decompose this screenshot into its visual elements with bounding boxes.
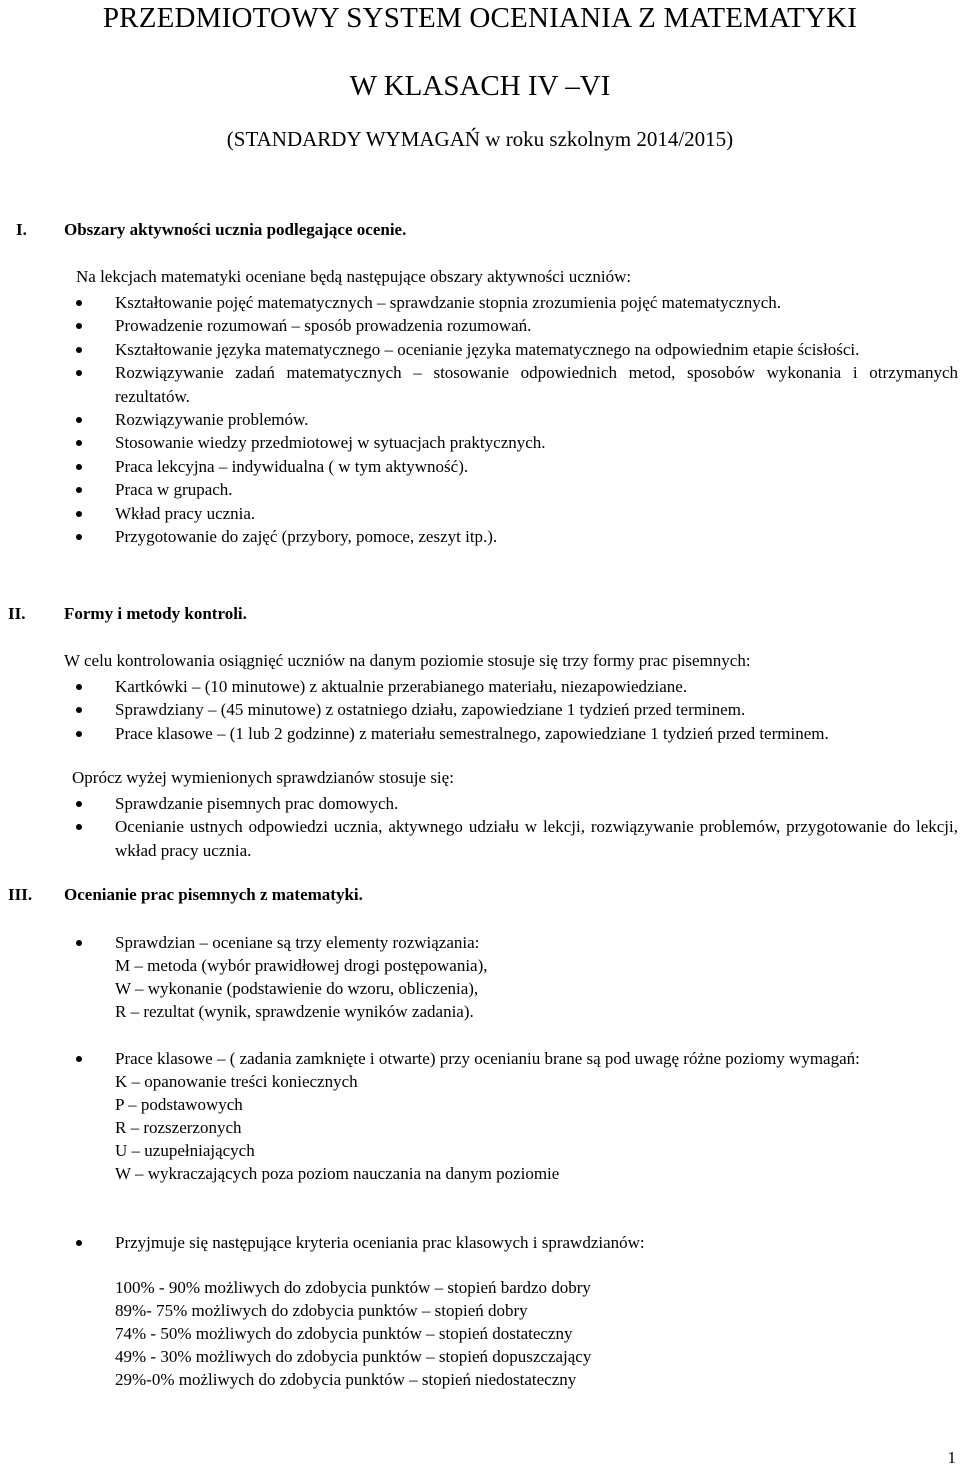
section-1-number: I.	[16, 220, 27, 239]
bullet-icon	[76, 370, 82, 376]
document-subtitle-grades: W KLASACH IV –VI	[349, 70, 611, 102]
section-3-title: Ocenianie prac pisemnych z matematyki.	[64, 885, 363, 904]
bullet-icon	[76, 940, 82, 946]
list-item: Rozwiązywanie problemów.	[76, 408, 958, 431]
document-subtitle-year: (STANDARDY WYMAGAŃ w roku szkolnym 2014/2015)	[226, 127, 734, 151]
section-2-list	[76, 675, 958, 745]
section-2-list-2	[76, 792, 958, 862]
bullet-icon	[76, 1056, 82, 1062]
list-item: Kartkówki – (10 minutowe) z aktualnie przerabianego materiału, niezapowiedziane.	[76, 675, 958, 698]
section-2-intro: W celu kontrolowania osiągnięć uczniów na danym poziomie stosuje się trzy formy prac pisemnych:	[64, 651, 751, 670]
list-item: Rozwiązywanie zadań matematycznych – stosowanie odpowiednich metod, sposobów wykonania i otrzymanych rezultatów.	[76, 361, 958, 408]
section-2-number: II.	[8, 604, 26, 623]
list-item: Wkład pracy ucznia.	[76, 502, 958, 525]
section-1-intro: Na lekcjach matematyki oceniane będą następujące obszary aktywności uczniów:	[76, 267, 632, 286]
list-item: Prace klasowe – (1 lub 2 godzinne) z materiału semestralnego, zapowiedziane 1 tydzień przed terminem.	[76, 722, 958, 745]
sprawdzian-block	[76, 931, 958, 1023]
criteria-line: 100% - 90% możliwych do zdobycia punktów – stopień bardzo dobry	[115, 1278, 591, 1297]
criteria-line: 74% - 50% możliwych do zdobycia punktów – stopień dostateczny	[115, 1324, 573, 1343]
bullet-icon	[76, 707, 82, 713]
bullet-icon	[76, 487, 82, 493]
bullet-icon	[76, 440, 82, 446]
list-item: Kształtowanie pojęć matematycznych – sprawdzanie stopnia zrozumienia pojęć matematycznych.	[76, 291, 958, 314]
bullet-icon	[76, 464, 82, 470]
list-item: Przyjmuje się następujące kryteria oceniania prac klasowych i sprawdzianów:	[76, 1231, 958, 1254]
kryteria-block	[76, 1231, 958, 1254]
criteria-line: 29%-0% możliwych do zdobycia punktów – stopień niedostateczny	[115, 1370, 577, 1389]
section-3-number: III.	[8, 885, 33, 904]
section-1-title: Obszary aktywności ucznia podlegające ocenie.	[64, 220, 407, 239]
list-item: Stosowanie wiedzy przedmiotowej w sytuacjach praktycznych.	[76, 431, 958, 454]
grading-criteria-list	[115, 1276, 591, 1391]
list-item: Sprawdziany – (45 minutowe) z ostatniego działu, zapowiedziane 1 tydzień przed terminem.	[76, 698, 958, 721]
list-item: Ocenianie ustnych odpowiedzi ucznia, aktywnego udziału w lekcji, rozwiązywanie problemów, przygotowanie do lekcji, wkład pracy ucznia.	[76, 815, 958, 862]
list-item: Prace klasowe – ( zadania zamknięte i otwarte) przy ocenianiu brane są pod uwagę różne poziomy wymagań: K – opanowanie treści koniecznych P – podstawowych R – rozszerzonych U – uzupełniających W – wykraczających poza poziom nauczania na danym poziomie	[76, 1047, 958, 1185]
bullet-icon	[76, 417, 82, 423]
list-item: Sprawdzian – oceniane są trzy elementy rozwiązania: M – metoda (wybór prawidłowej drogi postępowania), W – wykonanie (podstawienie do wzoru, obliczenia), R – rezultat (wynik, sprawdzenie wyników zadania).	[76, 931, 958, 1023]
bullet-icon	[76, 1240, 82, 1246]
bullet-icon	[76, 824, 82, 830]
section-2-intro-2: Oprócz wyżej wymienionych sprawdzianów stosuje się:	[72, 768, 454, 787]
bullet-icon	[76, 684, 82, 690]
list-item: Kształtowanie języka matematycznego – ocenianie języka matematycznego na odpowiednim etapie ścisłości.	[76, 338, 958, 361]
bullet-icon	[76, 300, 82, 306]
bullet-icon	[76, 347, 82, 353]
bullet-icon	[76, 801, 82, 807]
bullet-icon	[76, 534, 82, 540]
page-number: 1	[947, 1448, 956, 1467]
bullet-icon	[76, 731, 82, 737]
list-item: Praca w grupach.	[76, 478, 958, 501]
bullet-icon	[76, 323, 82, 329]
section-2-title: Formy i metody kontroli.	[64, 604, 247, 623]
bullet-icon	[76, 511, 82, 517]
list-item: Prowadzenie rozumowań – sposób prowadzenia rozumowań.	[76, 314, 958, 337]
list-item: Sprawdzanie pisemnych prac domowych.	[76, 792, 958, 815]
section-1-list	[76, 291, 958, 548]
list-item: Przygotowanie do zajęć (przybory, pomoce, zeszyt itp.).	[76, 525, 958, 548]
criteria-line: 89%- 75% możliwych do zdobycia punktów – stopień dobry	[115, 1301, 528, 1320]
prace-klasowe-block	[76, 1047, 958, 1185]
list-item: Praca lekcyjna – indywidualna ( w tym aktywność).	[76, 455, 958, 478]
document-title: PRZEDMIOTOWY SYSTEM OCENIANIA Z MATEMATYKI	[102, 2, 858, 34]
criteria-line: 49% - 30% możliwych do zdobycia punktów – stopień dopuszczający	[115, 1347, 592, 1366]
